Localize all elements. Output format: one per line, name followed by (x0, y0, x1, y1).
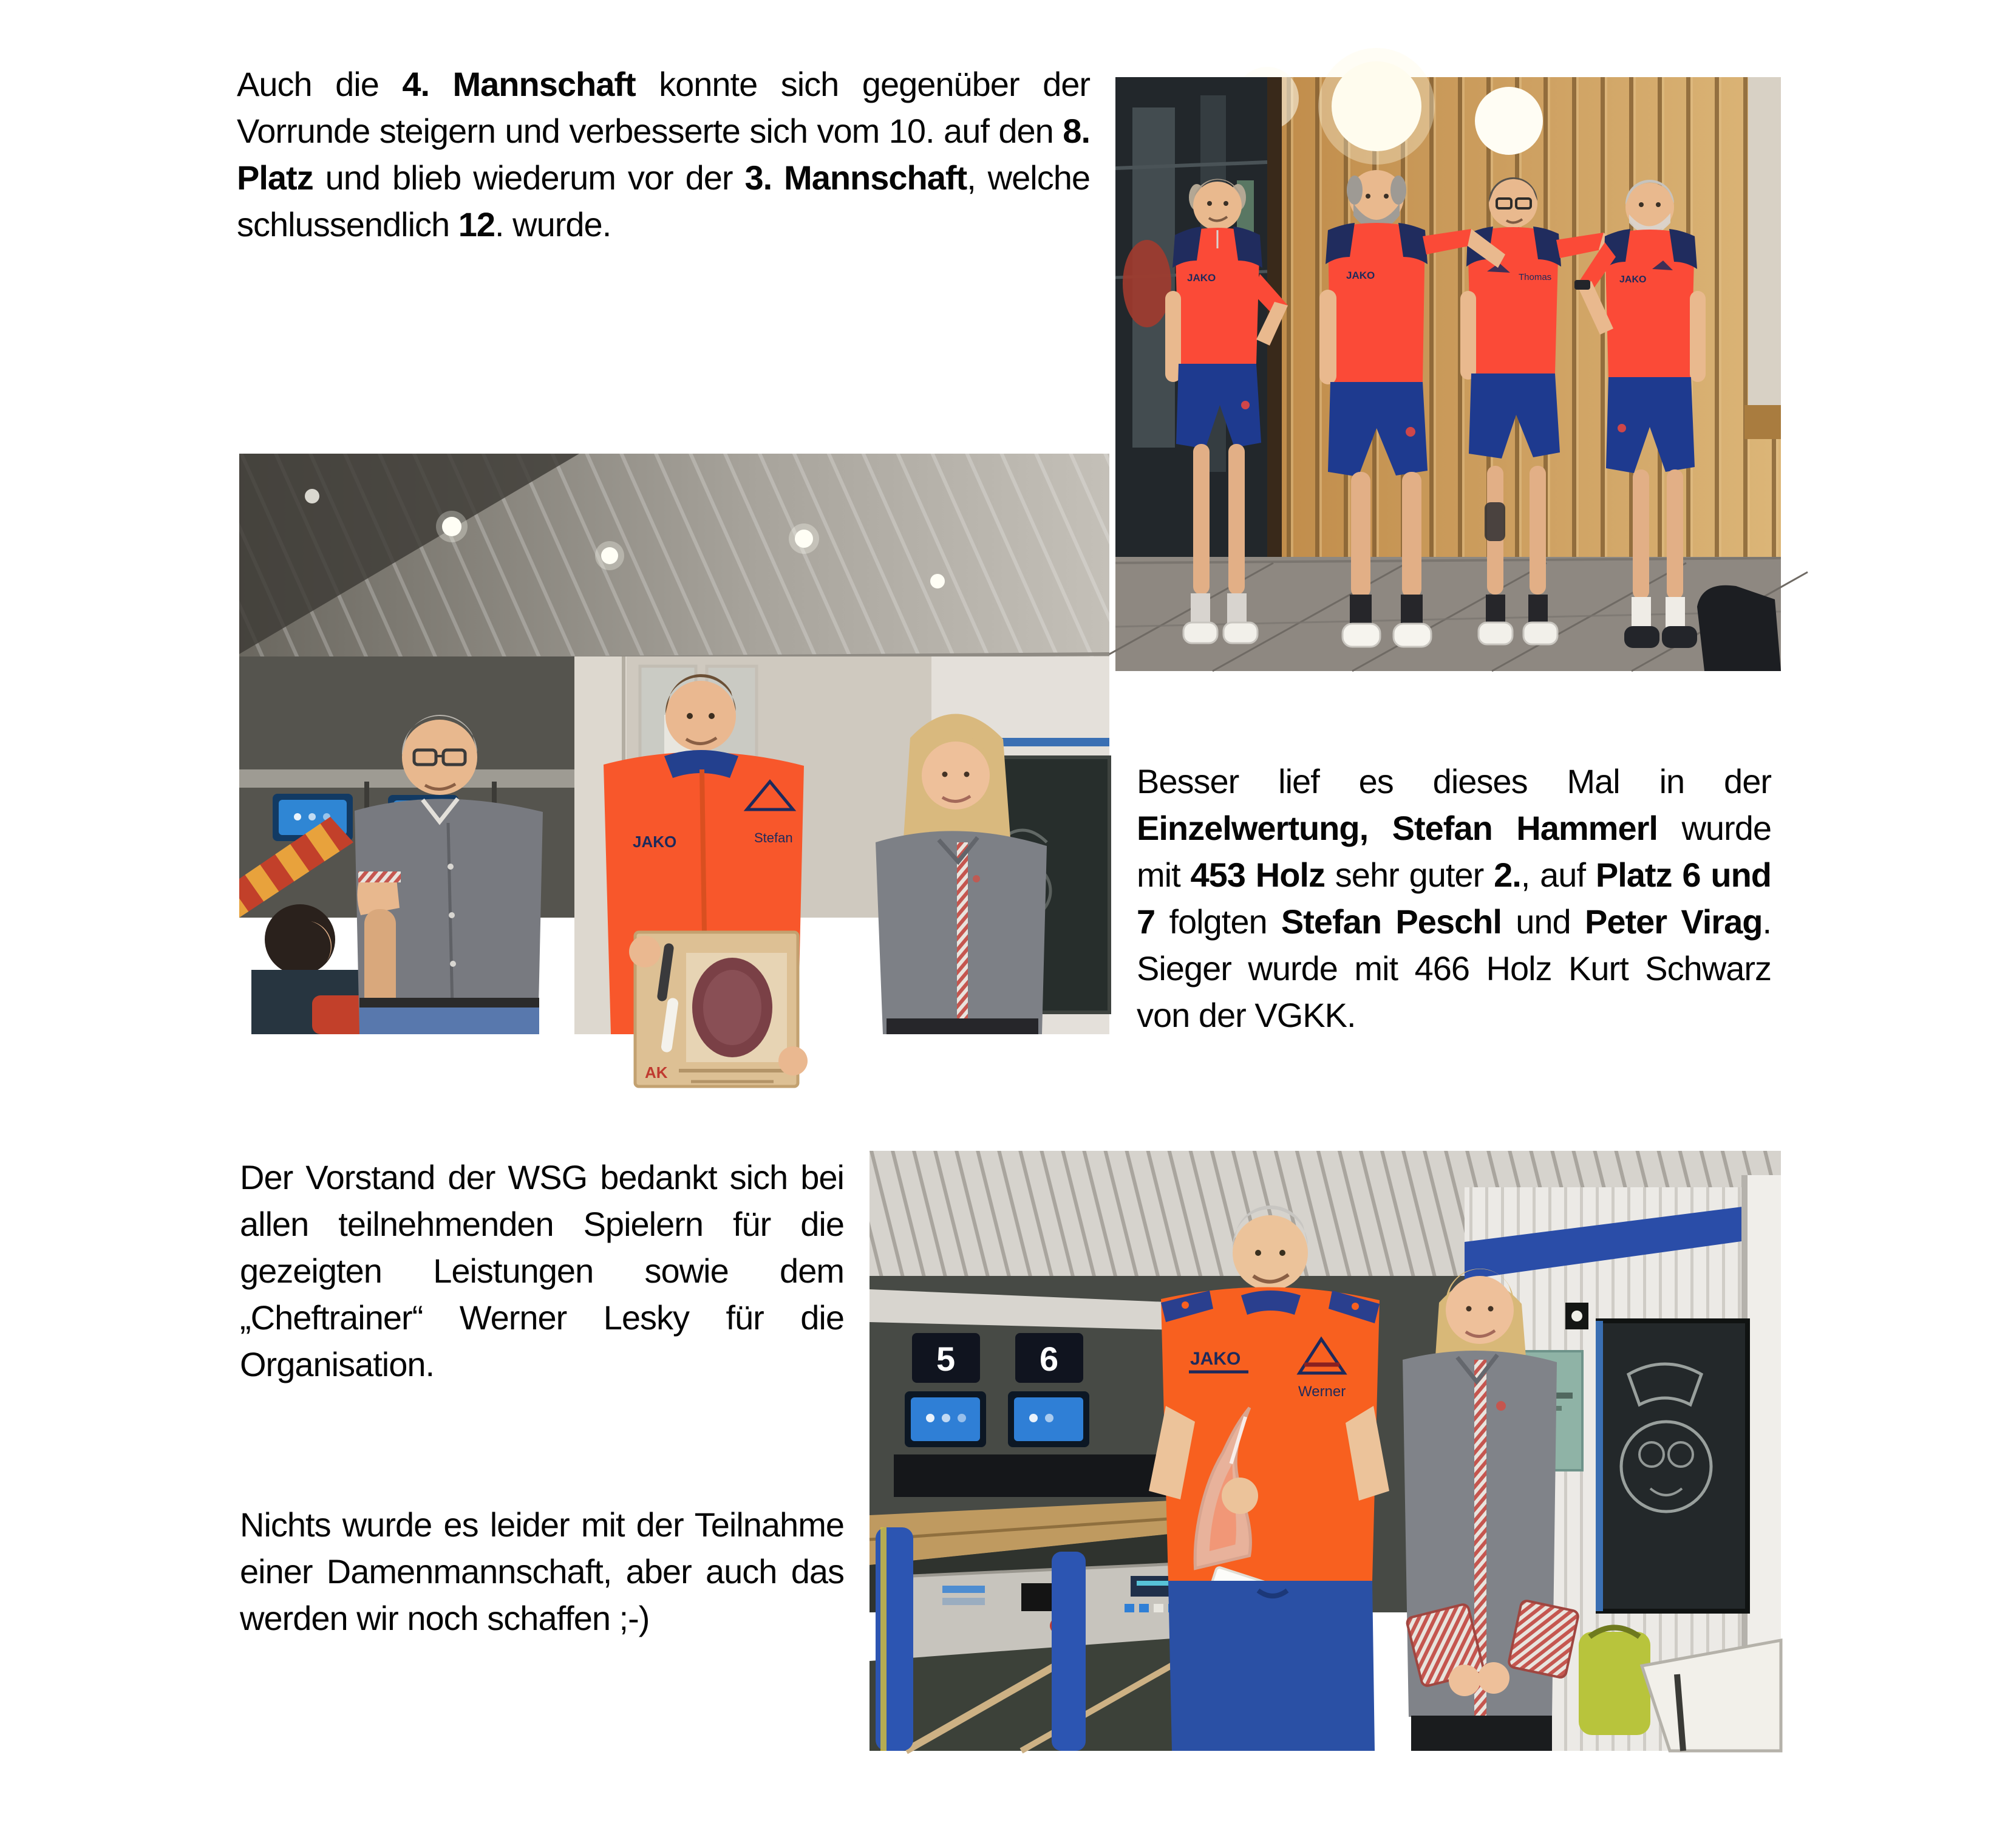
winner-photo-illustration (870, 1151, 1781, 1751)
text-segment: folgten (1155, 902, 1281, 941)
text-segment-bold: Stefan Peschl (1281, 902, 1502, 941)
text-segment: Besser lief es dieses Mal in der (1137, 762, 1771, 800)
woman-head (1446, 1276, 1514, 1344)
jako-logo-text: JAKO (1619, 274, 1647, 285)
paragraph-thanks (240, 1154, 844, 1388)
werner-head (1233, 1215, 1308, 1291)
zipper (702, 769, 704, 933)
jako-logo-text: JAKO (1346, 270, 1375, 281)
werner-hand (1222, 1478, 1258, 1514)
text-segment: , welche schlussendlich (237, 159, 1090, 244)
striped-cuff (358, 871, 401, 882)
chest-logo (973, 875, 980, 882)
team-photo-illustration (1115, 77, 1781, 671)
werner-shirt (1161, 1287, 1380, 1592)
paragraph-team-result (237, 61, 1090, 248)
shirt-name-werner: Werner (1298, 1383, 1346, 1400)
werner-trackpants (1168, 1581, 1375, 1751)
chest-logo (1496, 1401, 1506, 1411)
striped-placket (957, 842, 968, 1034)
text-segment: , auf (1520, 856, 1596, 894)
team-photo (1115, 77, 1781, 671)
side-wall (1748, 77, 1781, 405)
board-ak-logo: AK (645, 1063, 668, 1082)
sports-bag (1579, 1632, 1650, 1735)
text-segment: . wurde. (495, 205, 611, 244)
stefan-hand (629, 936, 661, 967)
winner-photo (870, 1151, 1781, 1751)
text-segment: Auch die (237, 65, 403, 103)
chalkboard (1596, 1321, 1748, 1611)
woman-head (922, 742, 990, 810)
text-segment-bold: Einzelwertung, Stefan Hammerl (1137, 809, 1658, 847)
player-1-head (1193, 182, 1242, 230)
text-segment-bold: 453 Holz (1190, 856, 1325, 894)
red-jacket-reflection (1123, 240, 1171, 327)
woman-trousers (1411, 1716, 1552, 1751)
text-segment-bold: 4. Mannschaft (402, 65, 636, 103)
lane-number-5: 5 (936, 1340, 956, 1378)
jersey-name-thomas: Thomas (1519, 272, 1552, 282)
text-segment-bold: Peter Virag (1585, 902, 1763, 941)
paragraph-ladies-team (240, 1501, 844, 1642)
text-segment: Der Vorstand der WSG bedankt sich bei allen teilnehmenden Spielern für die gezeigten Leistungen sowie dem „Cheftrainer“ Werner Lesky für die Organisation. (240, 1158, 844, 1383)
paragraph-single-results (1137, 758, 1771, 1038)
jacket-name-stefan: Stefan (754, 830, 793, 845)
folded-cuff (1508, 1600, 1579, 1679)
text-segment-bold: 8. Platz (237, 112, 1090, 197)
jako-logo-text: JAKO (1187, 272, 1216, 284)
text-segment: wurde mit (1137, 809, 1771, 894)
backpack (1697, 585, 1781, 671)
wristwatch (1574, 280, 1590, 290)
woman-trousers (887, 1018, 1038, 1034)
text-segment-bold: Platz 6 und 7 (1137, 856, 1771, 941)
text-segment-bold: 2. (1494, 856, 1521, 894)
jako-logo-text: JAKO (633, 833, 677, 851)
jako-logo-text: JAKO (1190, 1349, 1241, 1369)
text-segment: Nichts wurde es leider mit der Teilnahme einer Damenmannschaft, aber auch das werden wir noch schaffen ;-) (240, 1505, 844, 1637)
text-segment: und blieb wiederum vor der (313, 159, 745, 197)
award-photo-illustration (239, 454, 1109, 1082)
text-segment: . Sieger wurde mit 466 Holz Kurt Schwarz von der VGKK. (1137, 902, 1771, 1034)
stefan-head (665, 681, 736, 751)
blue-pole (1052, 1552, 1086, 1751)
text-segment-bold: 12 (458, 205, 495, 244)
board-blue-trim (1596, 1321, 1603, 1611)
knee-brace (1485, 502, 1505, 541)
text-segment: sehr guter (1324, 856, 1494, 894)
text-segment-bold: 3. Mannschaft (744, 159, 967, 197)
bench (1744, 405, 1781, 439)
text-segment: und (1501, 902, 1585, 941)
award-photo (239, 454, 1109, 1082)
text-segment: konnte sich gegenüber der Vorrunde steigern und verbesserte sich vom 10. auf den (237, 65, 1091, 150)
lane-number-6: 6 (1040, 1340, 1059, 1378)
